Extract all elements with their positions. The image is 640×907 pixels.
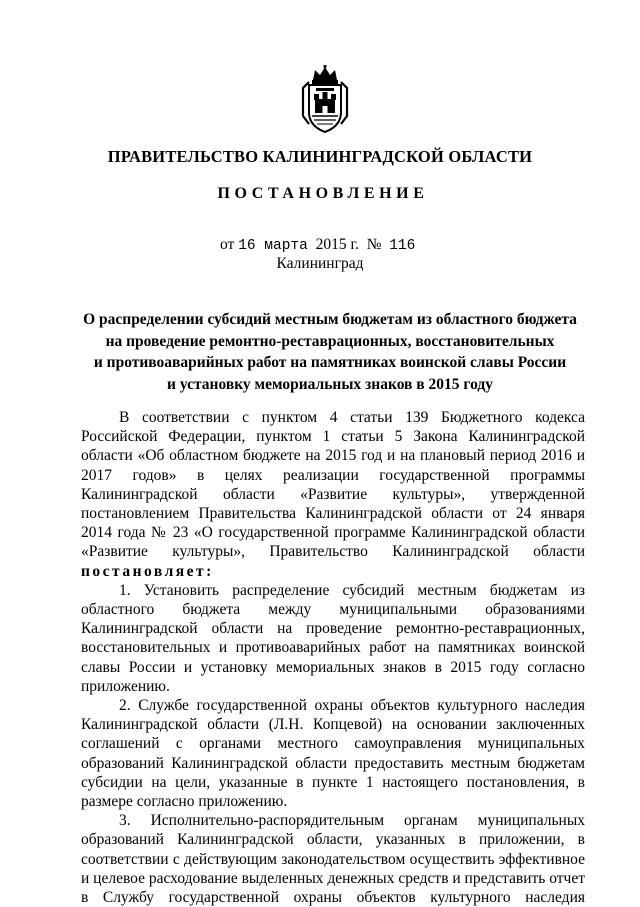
resolves-word: постановляет: xyxy=(81,562,214,580)
document-title xyxy=(60,309,600,395)
number-sign: № xyxy=(366,236,382,253)
item-1-paragraph: 1. Установить распределение субсидий местным бюджетам из областного бюджета между муниципальными образованиями Калининградской области на проведение ремонтно-реставрационных, восстановительных и противоаварийных работ на памятниках воинской славы России и установку мемориальных знаков в 2015 году согласно приложению. xyxy=(81,581,585,695)
title-line: на проведение ремонтно-реставрационных, восстановительных xyxy=(105,332,555,350)
preamble-text: В соответствии с пунктом 4 статьи 139 Бюджетного кодекса Российской Федерации, пунктом 1 статьи 5 Закона Калининградской области «Об областном бюджете на 2015 год и на плановый период 2016 и 2017 годов» в целях реализации государственной программы Калининградской области «Развитие культуры», утвержденной постановлением Правительства Калининградской области от 24 января 2014 года № 23 «О государственной программе Калининградской области «Развитие культуры», Правительство Калининградской области xyxy=(81,409,585,561)
document-type: ПОСТАНОВЛЕНИЕ xyxy=(217,185,429,202)
item-2-paragraph: 2. Службе государственной охраны объектов культурного наследия Калининградской области (Л.Н. Копцевой) на основании заключенных соглашений с органами местного самоуправления муниципальных образований Калининградской области предоставить местным бюджетам субсидии на цели, указанные в пункте 1 настоящего постановления, в размере согласно приложению. xyxy=(81,697,585,811)
title-line: О распределении субсидий местным бюджетам из областного бюджета xyxy=(83,311,577,328)
date-prefix: от xyxy=(220,236,235,253)
item-3-paragraph: 3. Исполнительно-распорядительным органам муниципальных образований Калининградской области, указанных в приложении, в соответствии с действующим законодательством осуществить эффективное и целевое расходование выделенных денежных средств и представить отчет в Службу государственной охраны объектов культурного наследия xyxy=(81,812,585,907)
title-line: и противоаварийных работ на памятниках воинской славы России xyxy=(93,354,567,371)
document-city: Калининград xyxy=(276,255,364,272)
document-year: 2015 г. xyxy=(315,236,359,253)
coat-of-arms-icon xyxy=(300,64,350,136)
document-number: 116 xyxy=(389,238,416,254)
preamble-paragraph xyxy=(81,408,585,581)
document-date: 16 марта xyxy=(238,238,308,254)
document-body xyxy=(81,408,585,907)
government-name: ПРАВИТЕЛЬСТВО КАЛИНИНГРАДСКОЙ ОБЛАСТИ xyxy=(107,147,533,166)
title-line: и установку мемориальных знаков в 2015 году xyxy=(167,375,493,393)
document-date-line xyxy=(220,236,415,254)
